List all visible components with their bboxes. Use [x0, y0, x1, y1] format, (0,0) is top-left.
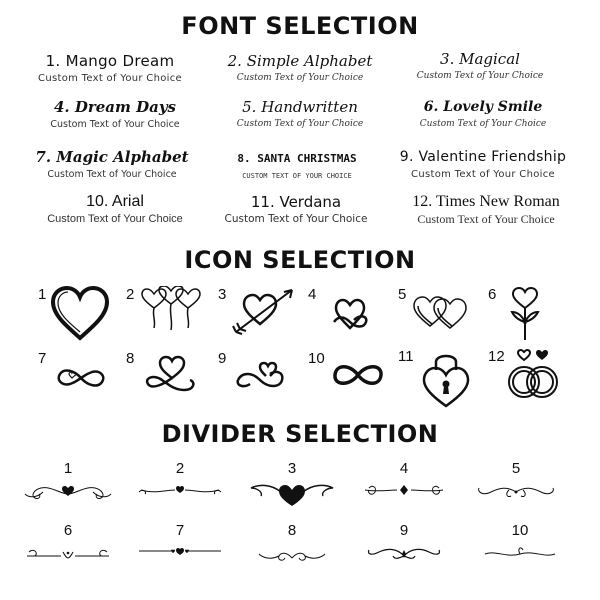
font-option-name: 6. Lovely Smile — [423, 99, 543, 115]
font-option-7[interactable] — [12, 148, 212, 181]
icon-option-number: 11 — [398, 348, 414, 365]
flourish-heart-divider-icon — [23, 480, 113, 506]
font-option-name: 9. Valentine Friendship — [399, 149, 567, 165]
font-option-1[interactable] — [10, 52, 210, 85]
font-option-sample: Custom Text of Your Choice — [236, 119, 364, 129]
heart-infinity-loop-icon — [138, 350, 200, 400]
icon-option-number: 10 — [308, 350, 325, 367]
font-option-sample: Custom Text of Your Choice — [419, 119, 547, 129]
font-selection-title: FONT SELECTION — [181, 12, 419, 40]
font-option-sample: Custom Text of Your Choice — [417, 212, 555, 226]
heart-flower-icon — [500, 286, 550, 346]
infinity-small-heart-icon — [50, 350, 112, 400]
infinity-heart-icon — [230, 350, 292, 400]
heart-padlock-icon — [418, 348, 474, 408]
font-option-name: 11. Verdana — [250, 193, 342, 211]
font-option-8[interactable] — [197, 150, 397, 183]
divider-option-number: 7 — [175, 522, 185, 539]
icon-option-number: 6 — [488, 286, 497, 303]
ornate-swirl-divider-icon — [359, 542, 449, 568]
icon-option-number: 12 — [488, 348, 505, 365]
font-option-sample: CUSTOM TEXT OF YOUR CHOICE — [242, 172, 352, 180]
divider-option-2[interactable] — [130, 460, 230, 510]
font-option-sample: Custom Text of Your Choice — [416, 71, 544, 81]
icon-option-5[interactable] — [398, 286, 488, 346]
heart-balloons-icon — [138, 286, 204, 346]
icon-option-3[interactable] — [218, 286, 308, 346]
flourish-diamond-divider-icon — [359, 480, 449, 506]
divider-option-number: 1 — [63, 460, 73, 477]
icon-option-number: 8 — [126, 350, 135, 367]
divider-option-5[interactable] — [466, 460, 566, 510]
icon-option-number: 7 — [38, 350, 47, 367]
flourish-swirl-divider-icon — [471, 480, 561, 506]
icon-option-11[interactable] — [398, 348, 488, 408]
icon-option-2[interactable] — [126, 286, 216, 346]
divider-selection-title: DIVIDER SELECTION — [161, 420, 439, 448]
icon-option-number: 2 — [126, 286, 135, 303]
icon-option-number: 4 — [308, 286, 317, 303]
divider-option-7[interactable] — [130, 522, 230, 572]
heart-arrow-icon — [230, 286, 296, 342]
font-option-sample: Custom Text of Your Choice — [47, 213, 183, 225]
font-option-name: 2. Simple Alphabet — [227, 52, 373, 70]
font-option-sample: Custom Text of Your Choice — [38, 73, 182, 84]
heart-infinity-icon — [320, 286, 376, 342]
font-option-name: 4. Dream Days — [53, 98, 177, 116]
divider-option-number: 4 — [399, 460, 409, 477]
divider-option-number: 10 — [511, 522, 529, 539]
icon-option-number: 5 — [398, 286, 407, 303]
divider-option-number: 5 — [511, 460, 521, 477]
divider-option-number: 2 — [175, 460, 185, 477]
font-option-name: 8. SANTA CHRISTMAS — [237, 152, 357, 165]
double-hearts-icon — [410, 286, 472, 342]
icon-option-1[interactable] — [38, 286, 128, 346]
font-option-9[interactable] — [383, 148, 583, 181]
divider-option-9[interactable] — [354, 522, 454, 572]
flourish-big-heart-divider-icon — [247, 480, 337, 510]
flourish-bracket-divider-icon — [23, 542, 113, 568]
font-option-name: 3. Magical — [440, 50, 520, 68]
icon-option-number: 1 — [38, 286, 47, 303]
divider-option-4[interactable] — [354, 460, 454, 510]
divider-option-number: 6 — [63, 522, 73, 539]
icon-option-7[interactable] — [38, 350, 128, 410]
font-option-sample: Custom Text of Your Choice — [411, 169, 555, 180]
divider-option-1[interactable] — [18, 460, 118, 510]
heart-outline-icon — [50, 286, 110, 342]
font-option-5[interactable] — [200, 98, 400, 131]
font-option-sample: Custom Text of Your Choice — [50, 119, 180, 130]
font-option-2[interactable] — [200, 52, 400, 85]
swirl-loops-divider-icon — [247, 542, 337, 568]
font-option-6[interactable] — [383, 98, 583, 131]
font-option-3[interactable] — [380, 50, 580, 83]
infinity-icon — [330, 350, 386, 400]
divider-option-3[interactable] — [242, 460, 342, 510]
icon-option-10[interactable] — [308, 350, 398, 410]
font-option-name: 5. Handwritten — [242, 98, 358, 116]
font-option-name: 10. Arial — [86, 193, 144, 210]
font-option-10[interactable] — [15, 193, 215, 226]
icon-option-12[interactable] — [488, 348, 578, 408]
divider-option-10[interactable] — [470, 522, 570, 572]
line-hearts-divider-icon — [135, 542, 225, 568]
font-option-4[interactable] — [15, 98, 215, 131]
icon-option-4[interactable] — [308, 286, 398, 346]
flourish-small-heart-divider-icon — [135, 480, 225, 506]
divider-option-number: 3 — [287, 460, 297, 477]
wedding-rings-icon — [504, 348, 564, 404]
font-option-sample: Custom Text of Your Choice — [236, 73, 364, 83]
icon-option-8[interactable] — [126, 350, 216, 410]
font-option-sample: Custom Text of Your Choice — [47, 169, 177, 180]
font-option-11[interactable] — [196, 193, 396, 226]
font-option-name: 7. Magic Alphabet — [35, 148, 189, 166]
icon-option-6[interactable] — [488, 286, 578, 346]
icon-option-number: 9 — [218, 350, 227, 367]
icon-option-9[interactable] — [218, 350, 308, 410]
font-option-name: 1. Mango Dream — [45, 52, 175, 70]
icon-selection-title: ICON SELECTION — [184, 246, 416, 274]
divider-option-number: 9 — [399, 522, 409, 539]
divider-option-6[interactable] — [18, 522, 118, 572]
divider-option-number: 8 — [287, 522, 297, 539]
curl-divider-icon — [475, 542, 565, 568]
icon-option-number: 3 — [218, 286, 227, 303]
font-option-sample: Custom Text of Your Choice — [224, 213, 368, 225]
font-option-name: 12. Times New Roman — [412, 193, 560, 210]
font-option-12[interactable] — [386, 193, 586, 226]
divider-option-8[interactable] — [242, 522, 342, 572]
